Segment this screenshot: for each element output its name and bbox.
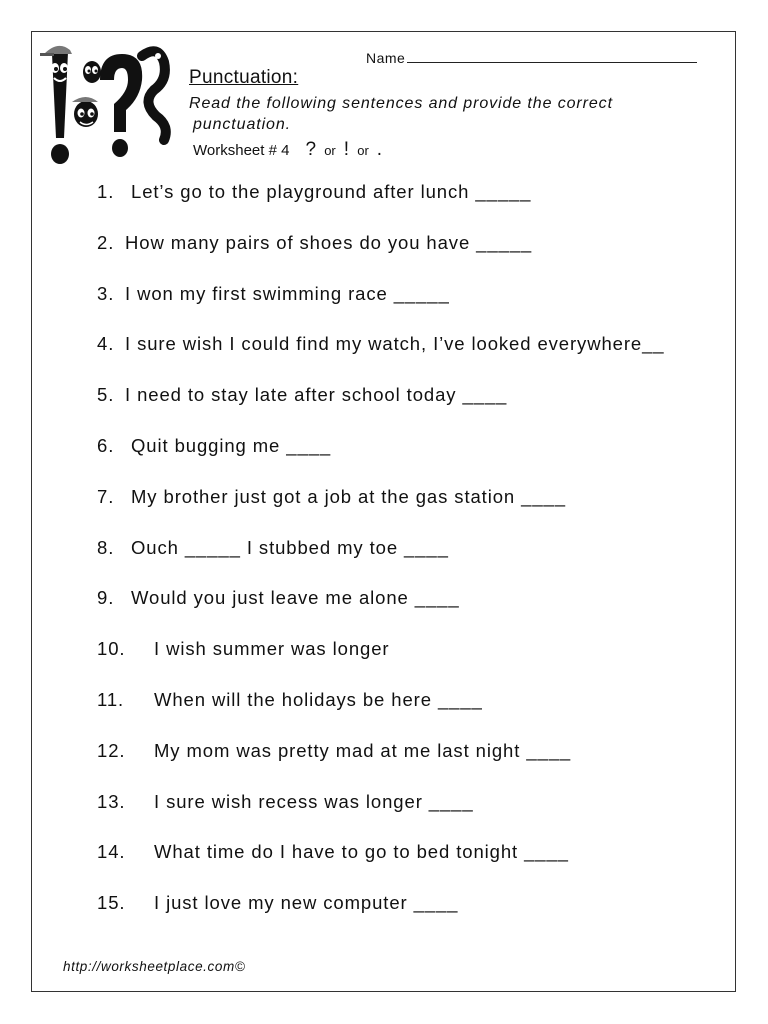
or-word: or [324,143,336,158]
sentence-item [0,435,768,486]
worksheet-number-line [193,139,382,161]
worksheet-number: Worksheet # 4 [193,142,290,159]
sentence-number: 4. [97,333,115,355]
sentence-text: I need to stay late after school today ____ [125,384,508,406]
sentence-item [0,384,768,435]
sentence-number: 2. [97,231,115,253]
sentence-item [0,283,768,334]
sentence-number: 3. [97,282,115,304]
sentence-text: Let’s go to the playground after lunch _____ [131,181,532,202]
sentence-list [0,181,768,943]
name-blank-line[interactable] [407,48,697,63]
sentence-number: 15. [97,892,126,914]
sentence-text: When will the holidays be here ____ [154,688,483,710]
sentence-number: 8. [97,536,115,558]
sentence-item [0,486,768,537]
sentence-text: I wish summer was longer [154,638,390,660]
sentence-item [0,537,768,588]
sentence-number: 5. [97,384,115,406]
sentence-number: 13. [97,790,126,812]
sentence-item [0,841,768,892]
name-label: Name [366,50,406,66]
footer-url: http://worksheetplace.com© [63,959,246,974]
name-field[interactable] [366,48,697,66]
sentence-text: My brother just got a job at the gas station ____ [131,485,566,507]
sentence-text: I sure wish I could find my watch, I’ve looked everywhere__ [125,333,665,355]
sentence-number: 12. [97,739,126,761]
sentence-number: 6. [97,434,115,456]
sentence-number: 14. [97,841,126,863]
sentence-text: Quit bugging me ____ [131,434,332,456]
sentence-number: 9. [97,587,115,609]
worksheet-title: Punctuation: [189,67,299,88]
instructions-line-2: punctuation. [193,116,291,133]
sentence-item [0,689,768,740]
sentence-text: I won my first swimming race _____ [125,282,450,304]
sentence-item [0,181,768,232]
sentence-text: Would you just leave me alone ____ [131,587,460,609]
sentence-item [0,587,768,638]
period-symbol: . [376,139,383,160]
instructions [189,93,669,135]
exclamation-symbol: ! [343,139,350,160]
question-mark-symbol: ? [305,139,317,160]
sentence-text: How many pairs of shoes do you have _____ [125,231,533,253]
sentence-item [0,892,768,943]
sentence-item [0,232,768,283]
sentence-item [0,333,768,384]
sentence-text: What time do I have to go to bed tonight ____ [154,841,569,863]
sentence-item [0,740,768,791]
sentence-text: Ouch _____ I stubbed my toe ____ [131,536,449,558]
or-word: or [357,143,369,158]
sentence-text: My mom was pretty mad at me last night ____ [154,739,572,761]
sentence-number: 7. [97,485,115,507]
punctuation-characters-logo [38,40,180,168]
sentence-number: 1. [97,181,115,202]
sentence-number: 11. [97,688,125,710]
sentence-number: 10. [97,638,126,660]
sentence-text: I sure wish recess was longer ____ [154,790,474,812]
sentence-item [0,791,768,842]
sentence-text: I just love my new computer ____ [154,892,459,914]
sentence-item [0,638,768,689]
instructions-line-1: Read the following sentences and provide the correct [189,95,613,112]
